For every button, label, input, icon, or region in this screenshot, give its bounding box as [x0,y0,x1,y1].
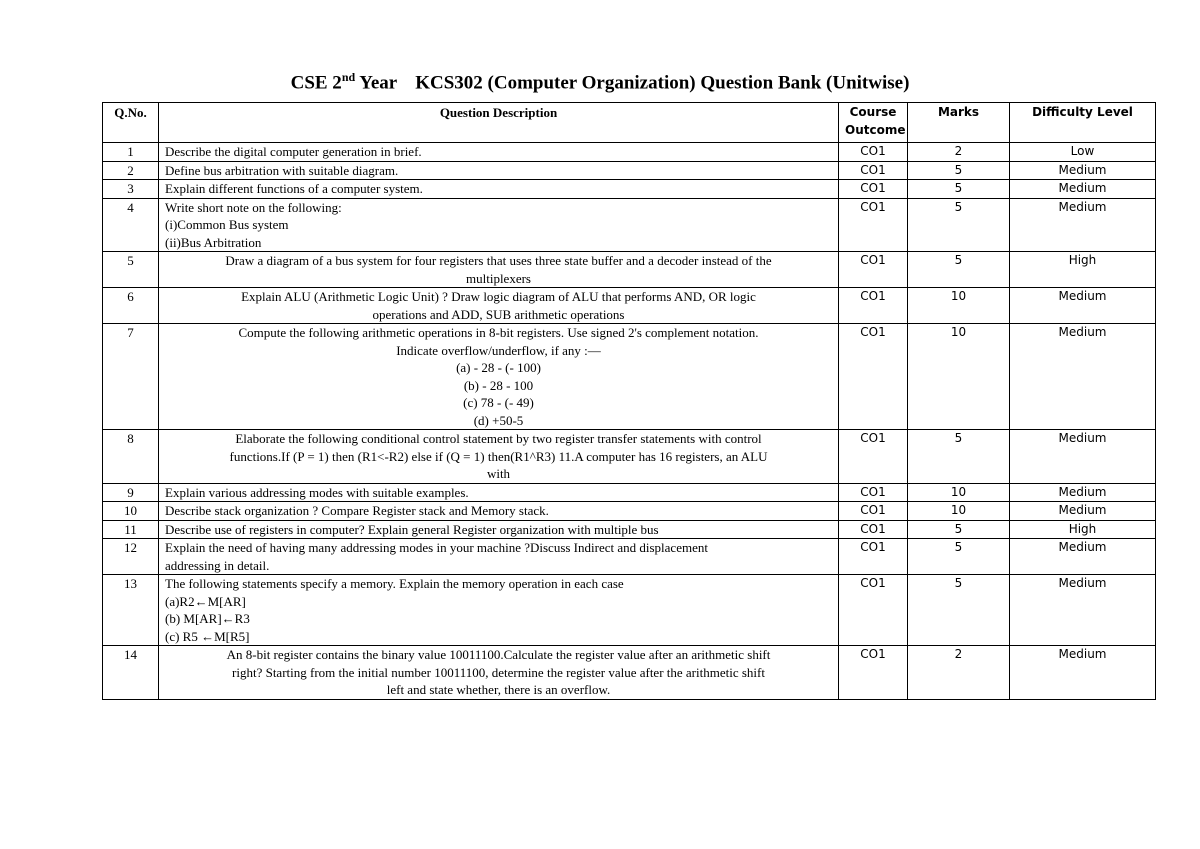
cell-question-number: 7 [103,324,159,430]
cell-course-outcome: CO1 [839,520,908,539]
question-line: Describe the digital computer generation in brief. [165,144,422,159]
cell-question-description [159,430,839,484]
question-line: (d) +50-5 [473,412,524,428]
cell-question-description [159,502,839,521]
table-row [103,502,1156,521]
cell-course-outcome: CO1 [839,288,908,324]
cell-question-description [159,520,839,539]
cell-question-number: 13 [103,575,159,646]
question-line: right? Starting from the initial number 10011100, determine the register value after the arithmetic shift [232,664,765,680]
cell-question-description [159,198,839,252]
cell-question-description [159,180,839,199]
cell-marks: 5 [908,161,1010,180]
cell-question-number: 14 [103,646,159,700]
question-line: An 8-bit register contains the binary value 10011100.Calculate the register value after an arithmetic shift [226,647,771,662]
cell-question-description [159,252,839,288]
cell-marks: 2 [908,143,1010,162]
header-qno: Q.No. [103,103,159,143]
cell-course-outcome: CO1 [839,180,908,199]
cell-difficulty: Medium [1010,539,1156,575]
cell-marks: 5 [908,575,1010,646]
cell-difficulty: Medium [1010,288,1156,324]
question-line: left and state whether, there is an overflow. [386,682,611,697]
cell-marks: 2 [908,646,1010,700]
question-line: Explain various addressing modes with suitable examples. [165,484,469,500]
cell-question-number: 11 [103,520,159,539]
cell-marks: 5 [908,198,1010,252]
cell-question-description [159,575,839,646]
cell-difficulty: Medium [1010,324,1156,430]
header-marks: Marks [908,103,1010,143]
title-prefix: CSE 2 [290,72,342,94]
cell-difficulty: High [1010,520,1156,539]
cell-question-number: 9 [103,483,159,502]
table-row [103,430,1156,484]
table-row [103,520,1156,539]
table-row [103,198,1156,252]
cell-marks: 5 [908,430,1010,484]
cell-question-number: 10 [103,502,159,521]
cell-question-description [159,161,839,180]
cell-difficulty: Medium [1010,180,1156,199]
cell-marks: 5 [908,539,1010,575]
cell-course-outcome: CO1 [839,198,908,252]
cell-marks: 5 [908,520,1010,539]
cell-difficulty: Medium [1010,430,1156,484]
cell-course-outcome: CO1 [839,539,908,575]
question-line: (ii)Bus Arbitration [165,234,262,250]
cell-course-outcome: CO1 [839,646,908,700]
cell-course-outcome: CO1 [839,575,908,646]
cell-marks: 10 [908,288,1010,324]
cell-marks: 5 [908,252,1010,288]
table-row [103,324,1156,430]
cell-difficulty: Medium [1010,161,1156,180]
question-line: (c) R5 ←M[R5] [165,628,250,644]
table-row [103,646,1156,700]
question-line: Describe use of registers in computer? Explain general Register organization with multiple bus [165,521,659,537]
table-row [103,575,1156,646]
cell-course-outcome: CO1 [839,483,908,502]
cell-difficulty: Medium [1010,483,1156,502]
question-line: multiplexers [466,270,531,286]
cell-difficulty: High [1010,252,1156,288]
question-line: (a)R2←M[AR] [165,593,246,609]
question-line: Describe stack organization ? Compare Register stack and Memory stack. [165,503,549,518]
cell-question-description [159,646,839,700]
question-line: Define bus arbitration with suitable diagram. [165,162,399,178]
header-row [103,103,1156,143]
table-row [103,161,1156,180]
cell-difficulty: Medium [1010,646,1156,700]
table-row [103,180,1156,199]
question-line: (b) M[AR]←R3 [165,611,250,626]
question-line: Explain the need of having many addressing modes in your machine ?Discuss Indirect and displacement [165,540,708,555]
question-bank-table [102,102,1156,700]
question-line: with [486,466,511,481]
cell-course-outcome: CO1 [839,430,908,484]
cell-question-number: 1 [103,143,159,162]
cell-marks: 10 [908,324,1010,430]
table-row [103,252,1156,288]
cell-difficulty: Medium [1010,575,1156,646]
cell-question-number: 6 [103,288,159,324]
header-co-line1: Course [849,105,897,119]
cell-question-description [159,483,839,502]
question-line: (b) - 28 - 100 [463,377,534,393]
table-row [103,288,1156,324]
cell-question-number: 4 [103,198,159,252]
cell-course-outcome: CO1 [839,324,908,430]
question-line: Compute the following arithmetic operations in 8-bit registers. Use signed 2's complement notation. [238,325,759,340]
question-line: addressing in detail. [165,557,270,573]
question-line: Indicate overflow/underflow, if any :— [396,342,601,358]
question-line: Elaborate the following conditional control statement by two register transfer statements with control [235,431,762,446]
question-line: (i)Common Bus system [165,217,289,232]
question-line: Explain ALU (Arithmetic Logic Unit) ? Draw logic diagram of ALU that performs AND, OR logic [241,289,756,304]
cell-question-description [159,539,839,575]
cell-question-number: 8 [103,430,159,484]
title-main: KCS302 (Computer Organization) Question Bank (Unitwise) [415,72,910,94]
title-year: Year [359,72,398,94]
cell-course-outcome: CO1 [839,143,908,162]
page-title [0,70,1200,94]
question-line: Explain different functions of a computer system. [165,181,423,196]
cell-course-outcome: CO1 [839,252,908,288]
cell-course-outcome: CO1 [839,502,908,521]
cell-marks: 5 [908,180,1010,199]
cell-question-number: 3 [103,180,159,199]
cell-course-outcome: CO1 [839,161,908,180]
question-line: Write short note on the following: [165,199,342,215]
header-course-outcome [839,103,908,143]
title-superscript: nd [341,70,356,84]
cell-difficulty: Medium [1010,198,1156,252]
header-difficulty: Difficulty Level [1010,103,1156,143]
question-line: (c) 78 - (- 49) [463,395,534,410]
question-line: functions.If (P = 1) then (R1<-R2) else if (Q = 1) then(R1^R3) 11.A computer has 16 registers, an ALU [229,448,768,464]
cell-question-number: 5 [103,252,159,288]
table-row [103,143,1156,162]
cell-question-description [159,288,839,324]
question-line: (a) - 28 - (- 100) [456,360,541,375]
cell-marks: 10 [908,483,1010,502]
cell-question-number: 2 [103,161,159,180]
cell-difficulty: Medium [1010,502,1156,521]
header-co-line2: Outcome [845,122,906,137]
cell-difficulty: Low [1010,143,1156,162]
question-line: Draw a diagram of a bus system for four registers that uses three state buffer and a decoder instead of the [225,253,772,268]
table-row [103,539,1156,575]
cell-question-description [159,324,839,430]
cell-question-number: 12 [103,539,159,575]
cell-marks: 10 [908,502,1010,521]
question-line: operations and ADD, SUB arithmetic operations [372,306,625,322]
table-row [103,483,1156,502]
cell-question-description [159,143,839,162]
question-line: The following statements specify a memory. Explain the memory operation in each case [165,576,624,591]
header-description: Question Description [159,103,839,143]
